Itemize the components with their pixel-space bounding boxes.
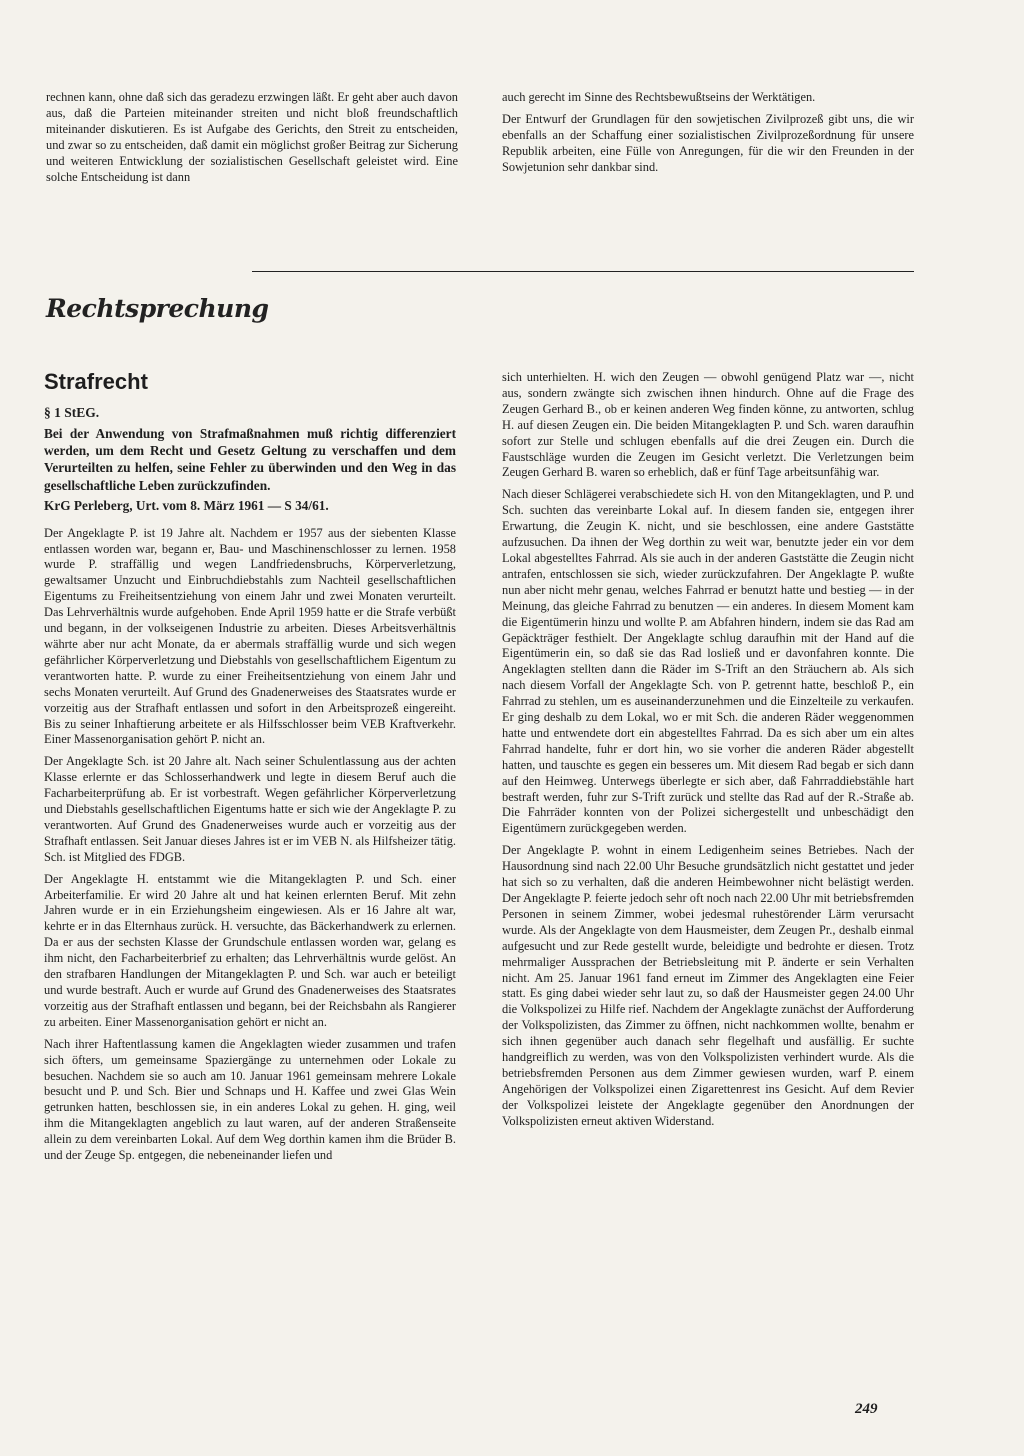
headnote: Bei der Anwendung von Strafmaßnahmen muß richtig differenziert werden, um dem Recht und Gesetz Geltung zu verschaffen und dem Verurteilten zu helfen, seine Fehler zu überwinden und den Weg in das gesellschaftliche Leben zurückzufinden. [44, 425, 456, 493]
case-citation: KrG Perleberg, Urt. vom 8. März 1961 — S 34/61. [44, 497, 329, 513]
left-column [44, 369, 456, 1170]
body-paragraph: Nach dieser Schlägerei verabschiedete sich H. von den Mitangeklagten, und P. und Sch. suchten das vereinbarte Lokal auf. In diesem fanden sie, entgegen ihrer Erwartung, die Zeugin K. nicht, und sie beschlossen, eine andere Gaststätte aufzusuchen. Da ihnen der Weg dorthin zu weit war, benutzte jeder ein vor dem Lokal abgestelltes Fahrrad. Als sie auch in der anderen Gaststätte die Zeugin nicht antrafen, entschlossen sie sich, wieder zurückzufahren. Der Angeklagte P. wußte nun aber nicht mehr genau, welches Fahrrad er benutzt hatte und bestieg — in der Meinung, das gleiche Fahrrad zu benutzen — ein anderes. In diesem Moment kam die Eigentümerin hinzu und wollte P. am Abfahren hindern, indem sie das Rad am Gepäckträger festhielt. Der Angeklagte schlug daraufhin mit der Hand auf die Eigentümerin ein, so daß sie das Rad losließ und er davonfahren konnte. Die Angeklagten stellten dann die Räder im S-Trift an den Sträuchern ab. Als sich nach diesem Vorfall der Angeklagte Sch. von P. getrennt hatte, beschloß P., ein Fahrrad zu stehlen, um es auseinanderzunehmen und die Einzelteile zu verkaufen. Er ging deshalb zu dem Lokal, wo er mit Sch. die anderen Räder weggenommen hatte und entwendete dort ein abgestelltes Fahrrad. Da es sich aber um ein altes Fahrrad handelte, fuhr er dort hin, wo sie vorher die anderen Räder abgestellt hatten, und tauschte es gegen ein besseres um. Mit diesem Rad begab er sich dann auf den Heimweg. Unterwegs überlegte er sich aber, daß Fahrraddiebstähle hart bestraft werden, fuhr zur S-Trift zurück und stellte das Rad auf der R.-Straße ab. Die Fahrräder konnten von der Polizei sichergestellt und unbeschädigt den Eigentümern zurückgegeben werden. [502, 487, 914, 836]
body-paragraph: rechnen kann, ohne daß sich das geradezu erzwingen läßt. Er geht aber auch davon aus, daß die Parteien miteinander streiten und nicht bloß freundschaftlich miteinander diskutieren. Es ist Aufgabe des Gerichts, den Streit zu entscheiden, und zwar so zu entscheiden, daß damit ein möglichst großer Beitrag zur Sicherung und weiteren Entwicklung der sozialistischen Gesellschaft geleistet wird. Eine solche Entscheidung ist dann [46, 90, 458, 184]
page-number: 249 [855, 1401, 878, 1417]
right-column [502, 370, 914, 1136]
body-paragraph: Der Entwurf der Grundlagen für den sowjetischen Zivilprozeß gibt uns, die wir ebenfalls an der Schaffung einer sozialistischen Zivilprozeßordnung für unsere Republik arbeiten, eine Fülle von Anregungen, für die wir den Freunden in der Sowjetunion sehr dankbar sind. [502, 111, 914, 174]
section-title: Rechtsprechung [46, 294, 269, 323]
subheading: Strafrecht [44, 369, 148, 394]
body-paragraph: Der Angeklagte Sch. ist 20 Jahre alt. Nach seiner Schulentlassung aus der achten Klasse erlernte er das Schlosserhandwerk und legte in diesem Beruf auch die Facharbeiterprüfung ab. Er ist vorbestraft. Wegen gefährlicher Körperverletzung und Diebstahls gesellschaftlichen Eigentums hatte er sich wie der Angeklagte P. zu verantworten. Auf Grund des Gnadenerweises wurde auch er vorzeitig aus der Strafhaft entlassen. Seit Januar dieses Jahres ist er im VEB N. als Hilfsheizer tätig. Sch. ist Mitglied des FDGB. [44, 754, 456, 864]
section-divider [252, 271, 914, 272]
body-paragraph: sich unterhielten. H. wich den Zeugen — obwohl genügend Platz war —, nicht aus, sondern zwängte sich zwischen ihnen hindurch. Ohne auf die Frage des Zeugen Gerhard B., ob er keinen anderen Weg finden könne, zu antworten, schlug H. auf diesen Zeugen ein. Die beiden Mitangeklagten P. und Sch. waren daraufhin sofort zur Stelle und schlugen ebenfalls auf die drei Zeugen ein. Durch die Faustschläge wurden die Zeugen im Gesicht verletzt. Die Verletzungen beim Zeugen Gerhard B. waren so erheblich, daß er fünf Tage arbeitsunfähig war. [502, 370, 914, 480]
top-right-column [502, 90, 914, 182]
paragraph-reference: § 1 StEG. [44, 405, 100, 420]
body-paragraph: auch gerecht im Sinne des Rechtsbewußtseins der Werktätigen. [502, 90, 816, 104]
body-paragraph: Nach ihrer Haftentlassung kamen die Angeklagten wieder zusammen und trafen sich öfters, um gemeinsame Spaziergänge zu unternehmen oder Lokale zu besuchen. Nachdem sie so auch am 10. Januar 1961 gemeinsam mehrere Lokale besucht und P. und Sch. Bier und Schnaps und H. Kaffee und zwei Glas Wein getrunken hatten, beschlossen sie, in ein anderes Lokal zu gehen. H. ging, weil ihm die Mitangeklagten angeblich zu laut waren, auf der anderen Straßenseite allein zu dem vereinbarten Lokal. Auf dem Weg dorthin kamen ihm die Brüder B. und der Zeuge Sp. entgegen, die nebeneinander liefen und [44, 1036, 456, 1163]
top-left-column [46, 90, 458, 191]
body-paragraph: Der Angeklagte P. ist 19 Jahre alt. Nachdem er 1957 aus der siebenten Klasse entlassen worden war, begann er, Bau- und Maschinenschlosser zu lernen. 1958 wurde P. straffällig und wegen Landfriedensbruchs, Körperverletzung, gewaltsamer Unzucht und Einbruchdiebstahls zum Nachteil gesellschaftlichen Eigentums zu Freiheitsentziehung von einem Jahr und zwei Monaten verurteilt. Das Lehrverhältnis wurde aufgehoben. Ende April 1959 hatte er die Strafe verbüßt und begann, in der volkseigenen Industrie zu arbeiten. Dieses Arbeitsverhältnis währte aber nur acht Monate, da er abermals straffällig wurde und sich wegen gefährlicher Körperverletzung und Diebstahls von gesellschaftlichem Eigentum zu verantworten hatte. P. wurde zu einer Freiheitsentziehung von einem Jahr und sechs Monaten verurteilt. Auf Grund des Gnadenerweises des Staatsrates wurde er vorzeitig aus der Strafhaft entlassen und sofort in den Arbeitsprozeß eingereiht. Bis zu seiner Inhaftierung arbeitete er als Hilfsschlosser beim VEB Kraftverkehr. Einer Massenorganisation gehört P. nicht an. [44, 525, 456, 747]
body-paragraph: Der Angeklagte H. entstammt wie die Mitangeklagten P. und Sch. einer Arbeiterfamilie. Er wird 20 Jahre alt und hat keinen erlernten Beruf. Mit zehn Jahren wurde er in ein Erziehungsheim eingewiesen. Als er 16 Jahre alt war, kehrte er in das Elternhaus zurück. H. versuchte, das Bäckerhandwerk zu erlernen. Da er aus der sechsten Klasse der Grundschule entlassen worden war, gelang es ihm nicht, den Facharbeiterbrief zu erhalten; das Lehrverhältnis wurde gelöst. An den strafbaren Handlungen der Mitangeklagten P. und Sch. war auch er beteiligt und wurde bestraft. Auch er wurde auf Grund des Gnadenerweises des Staatsrates vorzeitig aus der Strafhaft entlassen und begann, bei der Reichsbahn als Rangierer zu arbeiten. Einer Massenorganisation gehört er nicht an. [44, 871, 456, 1029]
body-paragraph: Der Angeklagte P. wohnt in einem Ledigenheim seines Betriebes. Nach der Hausordnung sind nach 22.00 Uhr Besuche grundsätzlich nicht gestattet und jeder hat sich so zu verhalten, daß die anderen Heimbewohner nicht belästigt werden. Der Angeklagte P. feierte jedoch sehr oft noch nach 22.00 Uhr mit betriebsfremden Personen in seinem Zimmer, wobei jedesmal ruhestörender Lärm verursacht wurde. Als der Angeklagte von dem Hausmeister, dem Zeugen Pr., deshalb einmal aufgesucht und zur Rede gestellt wurde, beleidigte und bedrohte er diesen. Trotz mehrmaliger Aussprachen der Betriebsleitung mit P. änderte er sein Verhalten nicht. Am 25. Januar 1961 fand erneut im Zimmer des Angeklagten eine Feier statt. Es ging dabei wieder sehr laut zu, so daß der Hausmeister gegen 24.00 Uhr die Volkspolizei zu Hilfe rief. Nachdem der Angeklagte zunächst der Aufforderung der Volkspolizisten, das Zimmer zu öffnen, nicht nachkommen wollte, benahm er sich ihnen gegenüber auch danach sehr flegelhaft und ausfällig. Er suchte handgreiflich zu werden, was von den Volkspolizisten verhindert wurde. Als die betriebsfremden Personen aus dem Zimmer gewiesen wurden, warf P. einem Angehörigen der Volkspolizei einen Zigarettenrest ins Gesicht. Auf dem Revier der Volkspolizei leistete der Angeklagte gegenüber den Anordnungen der Volkspolizisten erneut aktiven Widerstand. [502, 843, 914, 1128]
